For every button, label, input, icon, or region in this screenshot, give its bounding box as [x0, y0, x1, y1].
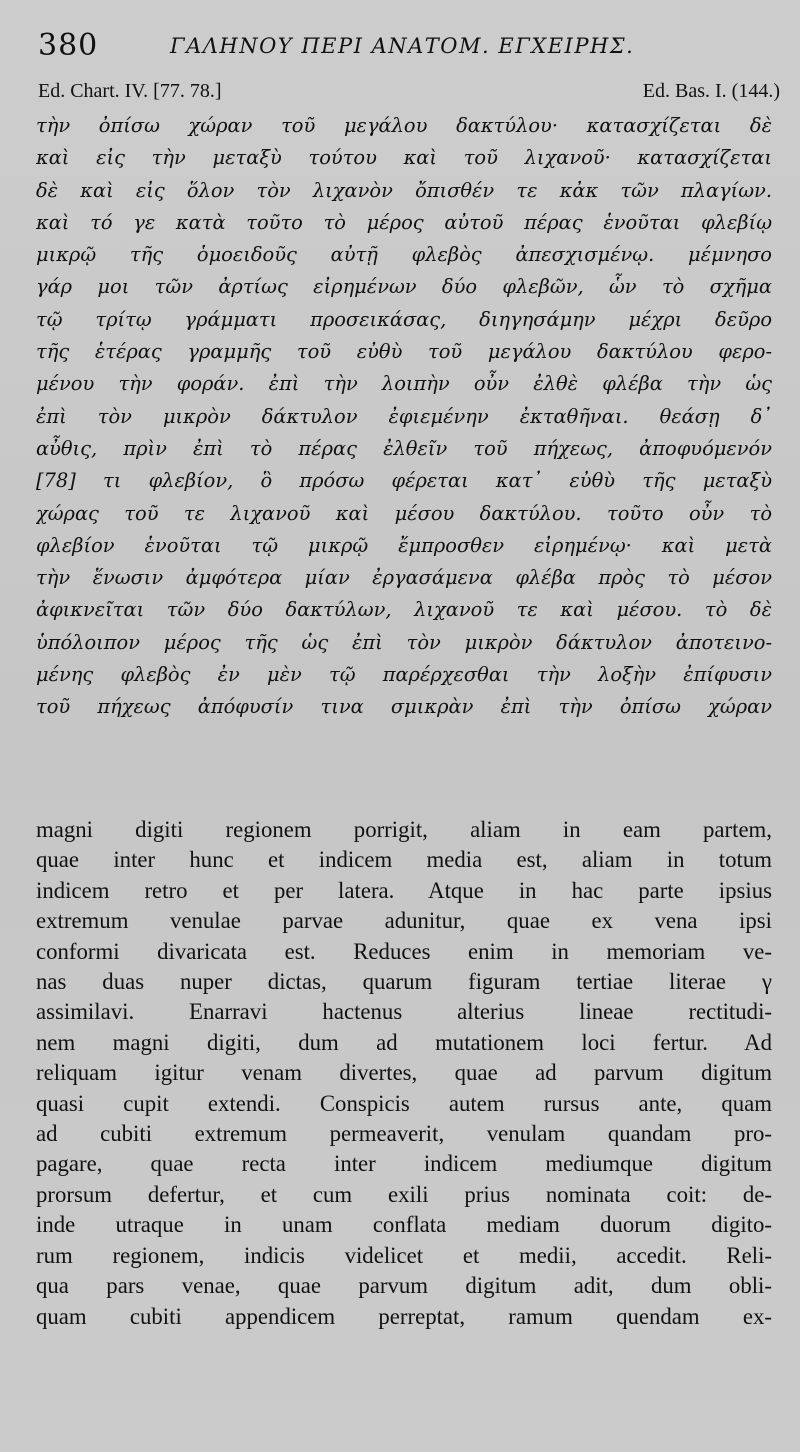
latin-line: inde utraque in unam conflata mediam duorum digito- — [36, 1212, 772, 1238]
greek-line: μένου τὴν φοράν. ἐπὶ τὴν λοιπὴν οὖν ἐλθὲ φλέβα τὴν ὡς — [36, 372, 772, 396]
latin-text-block — [36, 815, 772, 1332]
greek-line: φλεβίον ἑνοῦται τῷ μικρῷ ἔμπροσθεν εἰρημένῳ· καὶ μετὰ — [36, 533, 772, 557]
latin-line: nas duas nuper dictas, quarum figuram tertiae literae γ — [36, 969, 772, 995]
greek-line: ἐπὶ τὸν μικρὸν δάκτυλον ἐφιεμένην ἐκταθῆναι. θεάσῃ δ᾽ — [36, 404, 772, 428]
latin-line: conformi divaricata est. Reduces enim in memoriam ve- — [36, 938, 772, 964]
greek-line: [78] τι φλεβίον, ὃ πρόσω φέρεται κατ᾽ εὐθὺ τῆς μεταξὺ — [36, 469, 772, 493]
latin-line: ad cubiti extremum permeaverit, venulam quandam pro- — [36, 1121, 772, 1147]
latin-line: qua pars venae, quae parvum digitum adit, dum obli- — [36, 1273, 772, 1299]
greek-line: τὴν ὀπίσω χώραν τοῦ μεγάλου δακτύλου· κατασχίζεται δὲ — [36, 114, 772, 137]
greek-line: δὲ καὶ εἰς ὅλον τὸν λιχανὸν ὄπισθέν τε κἀκ τῶν πλαγίων. — [36, 178, 772, 202]
greek-line: μικρῷ τῆς ὁμοειδοῦς αὐτῇ φλεβὸς ἀπεσχισμένῳ. μέμνησο — [36, 243, 772, 267]
latin-line: extremum venulae parvae adunitur, quae ex vena ipsi — [36, 908, 772, 934]
edition-basel-ref: Ed. Bas. I. (144.) — [642, 80, 780, 102]
greek-line: ὑπόλοιπον μέρος τῆς ὡς ἐπὶ τὸν μικρὸν δάκτυλον ἀποτεινο- — [36, 630, 772, 654]
latin-line: quasi cupit extendi. Conspicis autem rursus ante, quam — [36, 1090, 772, 1116]
greek-line: τοῦ πήχεως ἀπόφυσίν τινα σμικρὰν ἐπὶ τὴν ὀπίσω χώραν — [36, 695, 772, 719]
greek-line: τῷ τρίτῳ γράμματι προσεικάσας, διηγησάμην μέχρι δεῦρο — [36, 307, 772, 331]
greek-text-block — [36, 110, 772, 724]
latin-line: reliquam igitur venam divertes, quae ad parvum digitum — [36, 1060, 772, 1086]
latin-line: magni digiti regionem porrigit, aliam in eam partem, — [36, 817, 772, 842]
greek-line: γάρ μοι τῶν ἀρτίως εἰρημένων δύο φλεβῶν, ὧν τὸ σχῆμα — [36, 275, 772, 299]
latin-line: nem magni digiti, dum ad mutationem loci fertur. Ad — [36, 1029, 772, 1055]
greek-line: τὴν ἕνωσιν ἀμφότερα μίαν ἐργασάμενα φλέβα πρὸς τὸ μέσον — [36, 566, 772, 590]
greek-line: καὶ τό γε κατὰ τοῦτο τὸ μέρος αὐτοῦ πέρας ἑνοῦται φλεβίῳ — [36, 210, 772, 234]
running-title: ΓΑΛΗΝΟΥ ΠΕΡΙ ΑΝΑΤΟΜ. ΕΓΧΕΙΡΗΣ. — [170, 34, 635, 58]
latin-line: quam cubiti appendicem perreptat, ramum quendam ex- — [36, 1303, 772, 1329]
greek-line: καὶ εἰς τὴν μεταξὺ τούτου καὶ τοῦ λιχανοῦ· κατασχίζεται — [36, 146, 772, 170]
latin-line: indicem retro et per latera. Atque in hac parte ipsius — [36, 877, 772, 903]
greek-line: τῆς ἑτέρας γραμμῆς τοῦ εὐθὺ τοῦ μεγάλου δακτύλου φερο- — [36, 340, 772, 364]
edition-reference-line — [38, 80, 780, 108]
greek-line: μένης φλεβὸς ἐν μὲν τῷ παρέρχεσθαι τὴν λοξὴν ἐπίφυσιν — [36, 663, 772, 687]
latin-line: prorsum defertur, et cum exili prius nominata coit: de- — [36, 1181, 772, 1207]
edition-chartier-ref: Ed. Chart. IV. [77. 78.] — [38, 80, 222, 102]
greek-line: ἀφικνεῖται τῶν δύο δακτύλων, λιχανοῦ τε καὶ μέσου. τὸ δὲ — [36, 598, 772, 622]
latin-line: rum regionem, indicis videlicet et medii, accedit. Reli- — [36, 1242, 772, 1268]
page-number: 380 — [38, 28, 99, 63]
greek-line: χώρας τοῦ τε λιχανοῦ καὶ μέσου δακτύλου. τοῦτο οὖν τὸ — [36, 501, 772, 525]
latin-line: pagare, quae recta inter indicem mediumque digitum — [36, 1151, 772, 1177]
greek-line: αὖθις, πρὶν ἐπὶ τὸ πέρας ἐλθεῖν τοῦ πήχεως, ἀποφυόμενόν — [36, 436, 772, 460]
running-head — [38, 28, 780, 68]
latin-line: assimilavi. Enarravi hactenus alterius lineae rectitudi- — [36, 999, 772, 1025]
latin-line: quae inter hunc et indicem media est, aliam in totum — [36, 847, 772, 873]
